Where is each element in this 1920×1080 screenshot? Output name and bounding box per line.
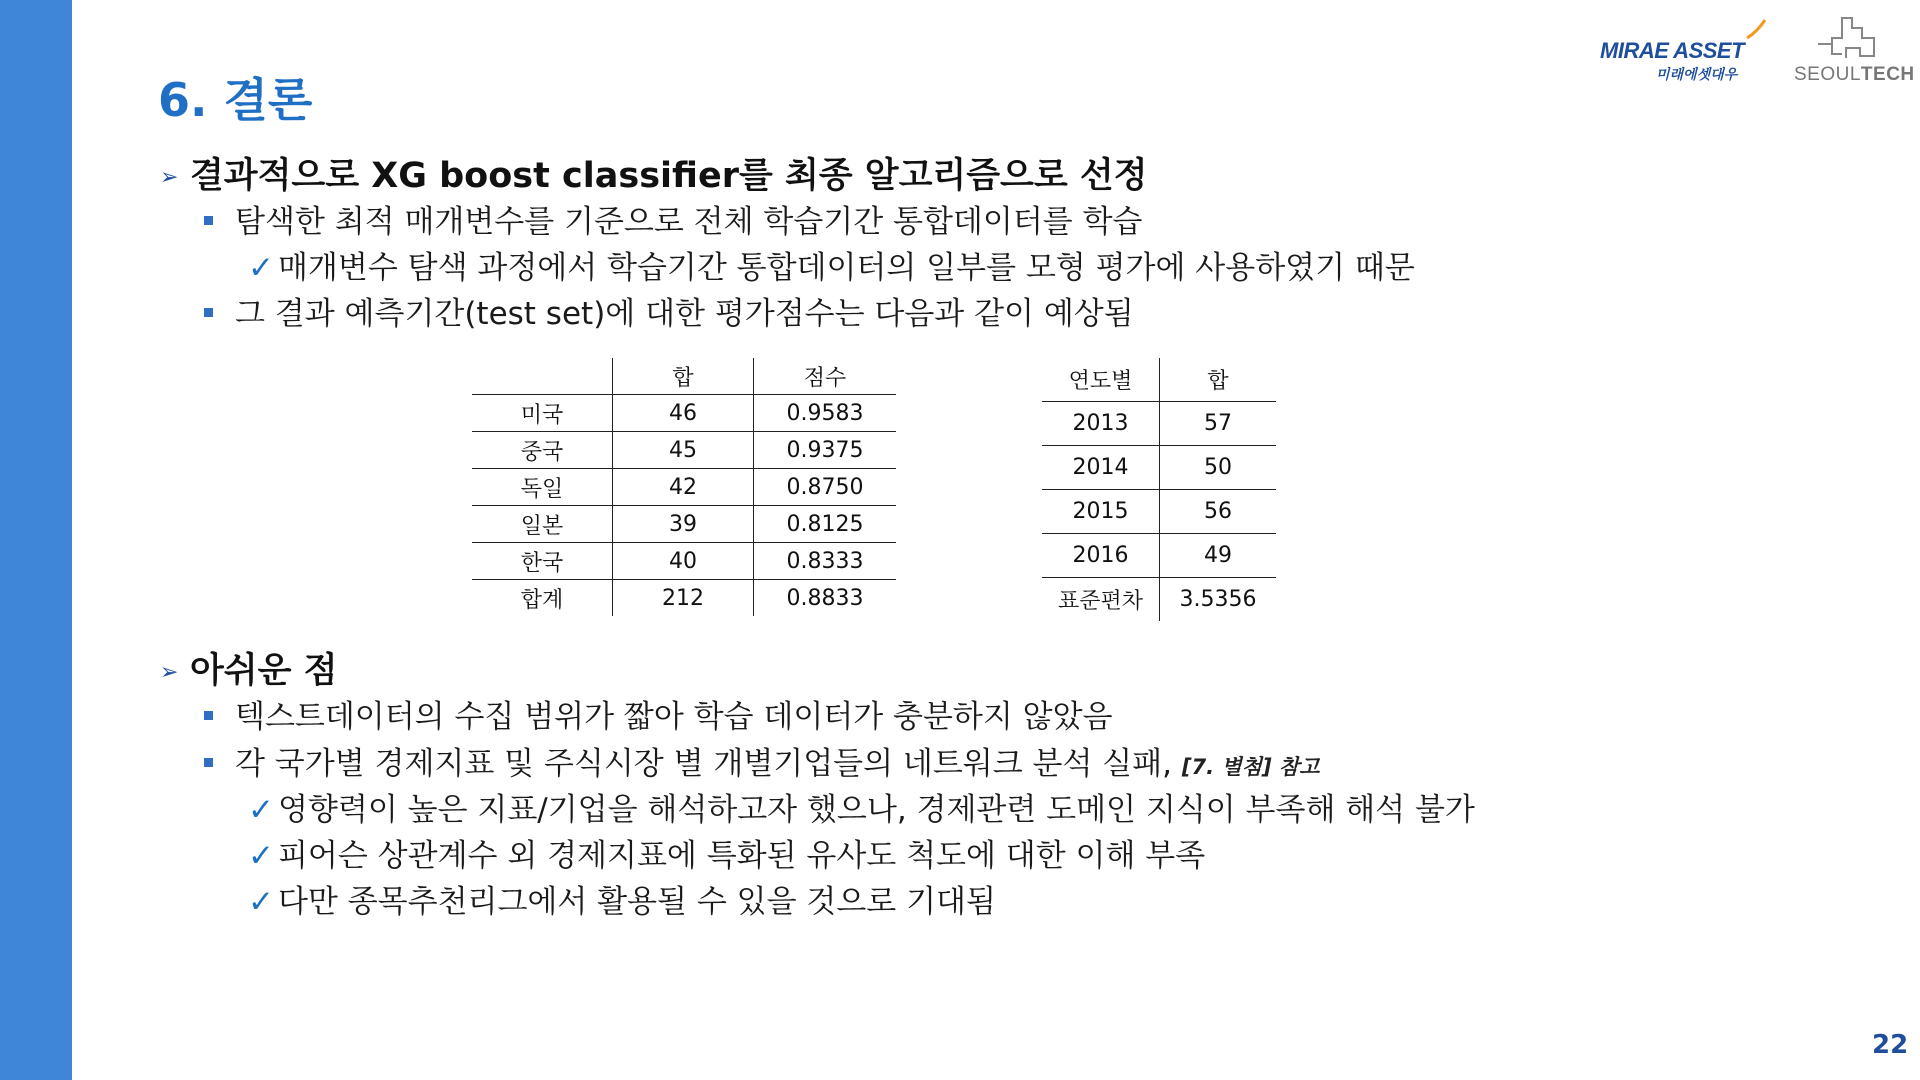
mirae-asset-logo bbox=[1600, 18, 1780, 88]
section2-subitem: ✓ 영향력이 높은 지표/기업을 해석하고자 했으나, 경제관련 도메인 지식이 부족해 해석 불가 bbox=[248, 792, 1475, 828]
table-cell: 56 bbox=[1160, 490, 1277, 534]
table-cell: 0.8125 bbox=[754, 506, 897, 543]
table-cell: 46 bbox=[613, 395, 754, 432]
page-number: 22 bbox=[1872, 1030, 1909, 1060]
table-cell: 2014 bbox=[1072, 455, 1129, 480]
page-title: 6. 결론 bbox=[158, 73, 313, 127]
table-cell: 미국 bbox=[520, 402, 564, 428]
table-cell: 0.8333 bbox=[754, 543, 897, 580]
table-cell: 49 bbox=[1160, 534, 1277, 578]
table-cell: 0.8750 bbox=[754, 469, 897, 506]
section2-heading: ➢ 아쉬운 점 bbox=[160, 651, 338, 691]
check-icon: ✓ bbox=[248, 838, 274, 874]
table-row bbox=[472, 469, 896, 506]
table-row bbox=[1042, 490, 1276, 534]
arrow-bullet-icon: ➢ bbox=[160, 659, 179, 685]
mirae-logo-text: MIRAE ASSET bbox=[1600, 38, 1745, 63]
table-cell: 50 bbox=[1160, 446, 1277, 490]
yearly-sum-table bbox=[1042, 358, 1276, 621]
table-row bbox=[1042, 446, 1276, 490]
section2-item: 텍스트데이터의 수집 범위가 짧아 학습 데이터가 충분하지 않았음 bbox=[204, 691, 1113, 736]
table-cell: 57 bbox=[1160, 402, 1277, 446]
seoultech-emblem-icon bbox=[1816, 14, 1880, 60]
square-bullet-icon bbox=[204, 216, 213, 225]
section1-subitem: ✓ 매개변수 탐색 과정에서 학습기간 통합데이터의 일부를 모형 평가에 사용하였기 때문 bbox=[248, 250, 1415, 286]
table-cell: 2015 bbox=[1072, 499, 1129, 524]
table-cell: 합계 bbox=[520, 587, 564, 613]
square-bullet-icon bbox=[204, 308, 213, 317]
table-cell: 3.5356 bbox=[1160, 578, 1277, 622]
table-row bbox=[1042, 534, 1276, 578]
table-row bbox=[472, 432, 896, 469]
table-cell: 39 bbox=[613, 506, 754, 543]
mirae-logo-subtext: 미래에셋대우 bbox=[1656, 67, 1738, 83]
appendix-reference-note: [7. 별첨] 참고 bbox=[1181, 755, 1320, 779]
section2-subitem: ✓ 피어슨 상관계수 외 경제지표에 특화된 유사도 척도에 대한 이해 부족 bbox=[248, 838, 1206, 874]
table-row bbox=[472, 395, 896, 432]
table-row bbox=[472, 580, 896, 617]
table-cell: 42 bbox=[613, 469, 754, 506]
table-row bbox=[1042, 578, 1276, 622]
table-cell: 0.8833 bbox=[754, 580, 897, 617]
table-cell: 40 bbox=[613, 543, 754, 580]
swoosh-icon bbox=[1745, 18, 1767, 40]
section1-item: 탐색한 최적 매개변수를 기준으로 전체 학습기간 통합데이터를 학습 bbox=[204, 196, 1142, 241]
country-score-table bbox=[472, 358, 896, 616]
table-cell: 중국 bbox=[520, 439, 564, 465]
table-header-row bbox=[1042, 358, 1276, 402]
check-icon: ✓ bbox=[248, 884, 274, 920]
table-row bbox=[1042, 402, 1276, 446]
side-accent-bar bbox=[0, 0, 72, 1080]
section1-item: 그 결과 예측기간(test set)에 대한 평가점수는 다음과 같이 예상됨 bbox=[204, 288, 1134, 333]
table-cell: 212 bbox=[613, 580, 754, 617]
table-cell: 표준편차 bbox=[1057, 589, 1143, 614]
table-cell: 2013 bbox=[1072, 411, 1129, 436]
table-cell: 일본 bbox=[520, 513, 564, 539]
arrow-bullet-icon: ➢ bbox=[160, 164, 179, 190]
seoultech-logo bbox=[1794, 14, 1914, 89]
table-cell: 0.9375 bbox=[754, 432, 897, 469]
check-icon: ✓ bbox=[248, 250, 274, 286]
seoultech-logo-text: SEOULTECH bbox=[1794, 64, 1915, 85]
table-header-cell: 연도별 bbox=[1042, 358, 1160, 402]
table-header-cell: 합 bbox=[1160, 358, 1277, 402]
table-cell: 2016 bbox=[1072, 543, 1129, 568]
table-cell: 45 bbox=[613, 432, 754, 469]
section1-heading: ➢ 결과적으로 XG boost classifier를 최종 알고리즘으로 선정 bbox=[160, 156, 1148, 196]
table-row bbox=[472, 506, 896, 543]
section2-subitem: ✓ 다만 종목추천리그에서 활용될 수 있을 것으로 기대됨 bbox=[248, 884, 996, 920]
table-cell: 0.9583 bbox=[754, 395, 897, 432]
table-header-cell: 합 bbox=[613, 358, 754, 395]
check-icon: ✓ bbox=[248, 792, 274, 828]
square-bullet-icon bbox=[204, 758, 213, 767]
table-header-cell: 점수 bbox=[754, 358, 897, 395]
table-header-cell bbox=[472, 358, 613, 395]
table-header-row bbox=[472, 358, 896, 395]
table-cell: 독일 bbox=[520, 476, 564, 502]
table-row bbox=[472, 543, 896, 580]
table-cell: 한국 bbox=[520, 550, 564, 576]
section2-item: 각 국가별 경제지표 및 주식시장 별 개별기업들의 네트워크 분석 실패, [7. 별첨] 참고 bbox=[204, 738, 1319, 783]
square-bullet-icon bbox=[204, 711, 213, 720]
